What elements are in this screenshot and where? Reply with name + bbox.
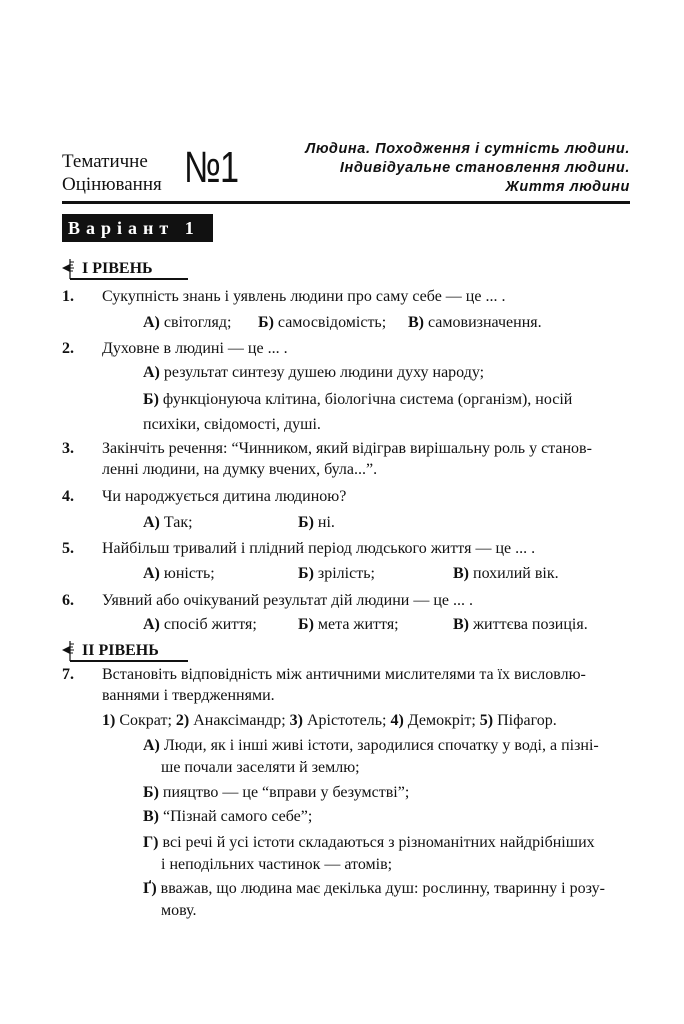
q5-option-a: А) юність;: [143, 565, 215, 582]
q5-option-c: В) похилий вік.: [453, 565, 559, 582]
q7-statement-b: Б) пияцтво — це “вправи у безумстві”;: [143, 784, 410, 801]
question-number: 7.: [62, 666, 74, 683]
q5-option-b: Б) зрілість;: [298, 565, 375, 582]
header-line-1: Тематичне: [62, 151, 148, 172]
topic-line-2: Індивідуальне становлення людини.: [339, 160, 630, 176]
q7-statement-a: А) Люди, як і інші живі істоти, зародилися спочатку у воді, а пізні- ше почали заселяти й землю;: [143, 737, 599, 776]
question-number: 5.: [62, 540, 74, 557]
question-number: 1.: [62, 288, 74, 305]
q1-option-a: А) світогляд;: [143, 314, 232, 331]
assessment-number: №1: [184, 143, 239, 192]
topic-title: [250, 140, 630, 197]
q1-option-b: Б) самосвідомість;: [258, 314, 387, 331]
header-divider: [62, 201, 630, 204]
question-text: Чи народжується дитина людиною?: [102, 488, 347, 505]
question-text: Найбільш тривалий і плідний період людського життя — це ... .: [102, 540, 536, 557]
question-text: Уявний або очікуваний результат дій людини — це ... .: [102, 592, 474, 609]
q7-statement-e: Ґ) вважав, що людина має декілька душ: рослинну, тваринну і розу- мову.: [143, 880, 605, 919]
q2-option-b: Б) функціонуюча клітина, біологічна система (організм), носій психіки, свідомості, душі.: [143, 391, 573, 433]
variant-label: Варіант 1: [62, 214, 213, 242]
q7-statement-d: Г) всі речі й усі істоти складаються з різноманітних найдрібніших і неподільних частинок — атомів;: [143, 834, 595, 873]
level-1-label: І РІВЕНЬ: [82, 260, 153, 277]
question-number: 6.: [62, 592, 74, 609]
q4-option-a: А) Так;: [143, 514, 193, 531]
q6-option-c: В) життєва позиція.: [453, 616, 588, 633]
question-text: Закінчіть речення: “Чинником, який відіграв вирішальну роль у станов- ленні людини, на думку вчених, була...”.: [102, 440, 592, 478]
question-number: 3.: [62, 440, 74, 457]
question-number: 4.: [62, 488, 74, 505]
q6-option-a: А) спосіб життя;: [143, 616, 257, 633]
topic-line-3: Життя людини: [505, 179, 630, 195]
q6-option-b: Б) мета життя;: [298, 616, 399, 633]
topic-line-1: Людина. Походження і сутність людини.: [305, 141, 630, 157]
q2-option-a: А) результат синтезу душею людини духу народу;: [143, 364, 485, 381]
q7-thinkers-list: 1) Сократ; 2) Анаксімандр; 3) Арістотель; 4) Демокріт; 5) Піфагор.: [102, 712, 557, 729]
question-text: Встановіть відповідність між античними мислителями та їх висловлю- ваннями і твердженнями.: [102, 666, 586, 704]
question-text: Сукупність знань і уявлень людини про саму себе — це ... .: [102, 288, 506, 305]
section-marker-icon: [62, 640, 76, 662]
question-text: Духовне в людині — це ... .: [102, 340, 288, 357]
level-1-underline: [70, 278, 188, 280]
level-2-underline: [70, 660, 188, 662]
q7-statement-c: В) “Пізнай самого себе”;: [143, 808, 313, 825]
q4-option-b: Б) ні.: [298, 514, 335, 531]
question-number: 2.: [62, 340, 74, 357]
header-title-left: [62, 150, 162, 196]
level-2-label: ІІ РІВЕНЬ: [82, 642, 159, 659]
header-line-2: Оцінювання: [62, 174, 162, 195]
section-marker-icon: [62, 258, 76, 280]
q1-option-c: В) самовизначення.: [408, 314, 542, 331]
